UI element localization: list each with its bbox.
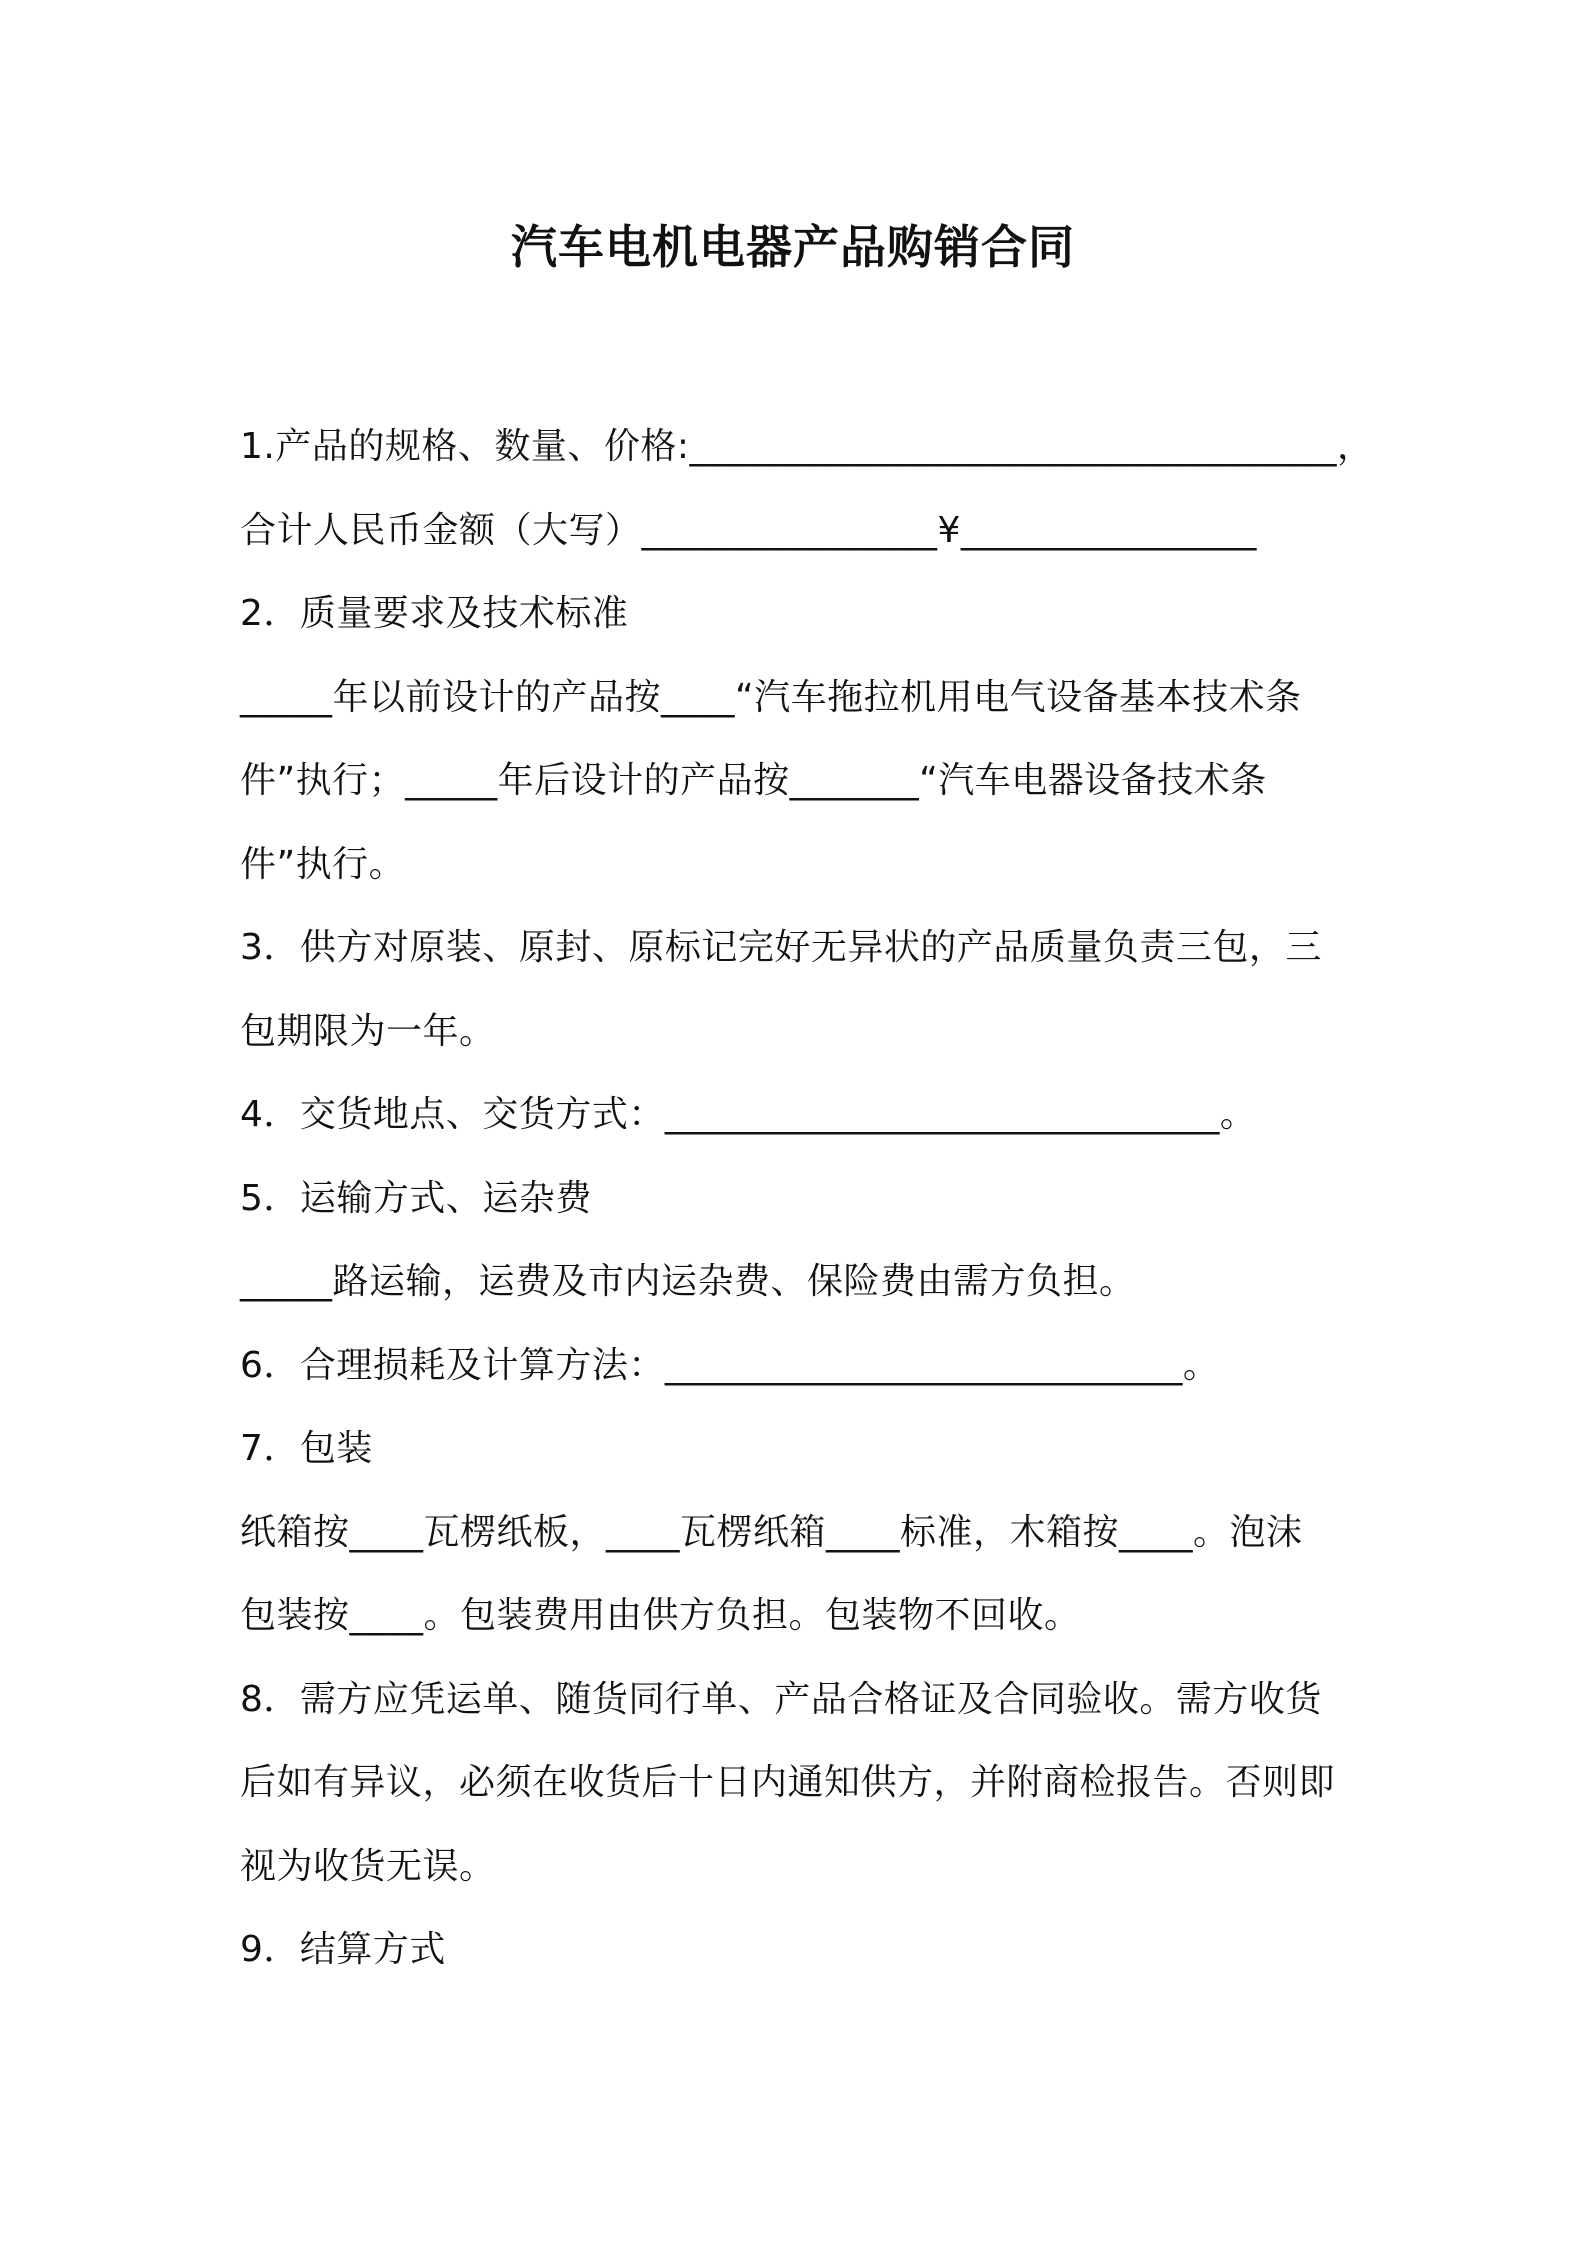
clause-1-line-2: 合计人民币金额（大写）________________¥________________ — [240, 509, 1257, 551]
clause-5-line-1: _____路运输，运费及市内运杂费、保险费由需方负担。 — [240, 1261, 1136, 1302]
clause-7-heading: 7．包装 — [240, 1428, 373, 1469]
clause-3-line-2: 包期限为一年。 — [240, 1010, 496, 1052]
clause-1-line-1: 1.产品的规格、数量、价格:___________________________________， — [240, 426, 1374, 467]
clause-2-line-3: 件”执行。 — [240, 843, 406, 885]
document-title: 汽车电机电器产品购销合同 — [511, 220, 1075, 274]
clause-7-line-1: 纸箱按____瓦楞纸板，____瓦楞纸箱____标准，木箱按____。泡沫 — [240, 1511, 1303, 1553]
clause-4-line: 4．交货地点、交货方式：______________________________。 — [240, 1094, 1257, 1135]
clause-8-line-1: 8．需方应凭运单、随货同行单、产品合格证及合同验收。需方收货 — [240, 1678, 1322, 1720]
clause-8-line-3: 视为收货无误。 — [240, 1845, 496, 1887]
clause-2-line-1: _____年以前设计的产品按____“汽车拖拉机用电气设备基本技术条 — [240, 676, 1302, 718]
contract-body — [240, 405, 1374, 1992]
clause-7-line-2: 包装按____。包装费用由供方负担。包装物不回收。 — [240, 1595, 1081, 1636]
clause-3-line-1: 3．供方对原装、原封、原标记完好无异状的产品质量负责三包，三 — [240, 927, 1322, 968]
clause-8-line-2: 后如有异议，必须在收货后十日内通知供方，并附商检报告。否则即 — [240, 1762, 1336, 1803]
clause-9-heading: 9．结算方式 — [240, 1929, 446, 1970]
clause-2-line-2: 件”执行；_____年后设计的产品按_______“汽车电器设备技术条 — [240, 760, 1267, 801]
clause-5-heading: 5．运输方式、运杂费 — [240, 1177, 592, 1219]
clause-6-line: 6．合理损耗及计算方法：____________________________。 — [240, 1344, 1220, 1386]
clause-2-heading: 2．质量要求及技术标准 — [240, 593, 629, 634]
